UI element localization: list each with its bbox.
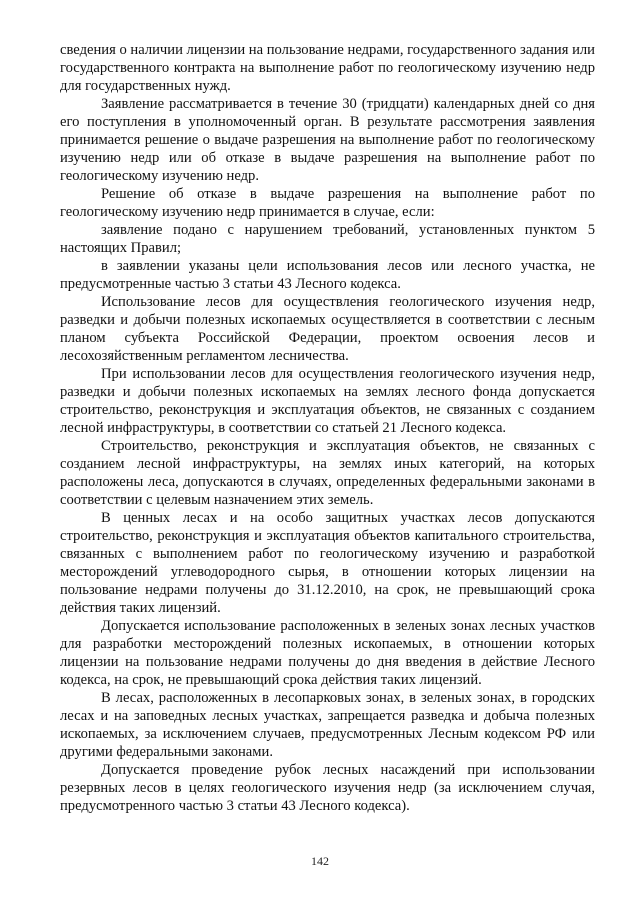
paragraph-refusal-conditions: Решение об отказе в выдаче разрешения на выполнение работ по геологическому изучению недр принимается в случае, если: <box>60 186 595 220</box>
paragraph-license-info: сведения о наличии лицензии на пользование недрами, государственного задания или государственного контракта на выполнение работ по геологическому изучению недр для государственных нужд. <box>60 42 595 94</box>
paragraph-green-zones: Допускается использование расположенных в зеленых зонах лесных участков для разработки месторождений полезных ископаемых, в отношении которых лицензии на пользование недрами получены до дня введения в действие Лесного кодекса, на срок, не превышающий срока действия таких лицензий. <box>60 618 595 688</box>
paragraph-forest-use-plan: Использование лесов для осуществления геологического изучения недр, разведки и добычи полезных ископаемых осуществляется в соответствии с лесным планом субъекта Российской Федерации, проектом освоения лесов и лесохозяйственным регламентом лесничества. <box>60 294 595 364</box>
page-number: 142 <box>311 854 329 868</box>
paragraph-reserve-forests: Допускается проведение рубок лесных насаждений при использовании резервных лесов в целях геологического изучения недр (за исключением случая, предусмотренного частью 3 статьи 43 Лесного кодекса). <box>60 762 595 814</box>
paragraph-forest-fund-construction: При использовании лесов для осуществления геологического изучения недр, разведки и добычи полезных ископаемых на землях лесного фонда допускается строительство, реконструкция и эксплуатация объектов, не связанных с созданием лесной инфраструктуры, в соответствии со статьей 21 Лесного кодекса. <box>60 366 595 436</box>
paragraph-refusal-reason-2: в заявлении указаны цели использования лесов или лесного участка, не предусмотренные частью 3 статьи 43 Лесного кодекса. <box>60 258 595 292</box>
paragraph-refusal-reason-1: заявление подано с нарушением требований, установленных пунктом 5 настоящих Правил; <box>60 222 595 256</box>
paragraph-review-period: Заявление рассматривается в течение 30 (тридцати) календарных дней со дня его поступления в уполномоченный орган. В результате рассмотрения заявления принимается решение о выдаче разрешения на выполнение работ по геологическому изучению недр или об отказе в выдаче разрешения на выполнение работ по геологическому изучению недр. <box>60 96 595 184</box>
document-body <box>60 41 595 815</box>
paragraph-prohibited-areas: В лесах, расположенных в лесопарковых зонах, в зеленых зонах, в городских лесах и на заповедных лесных участках, запрещается разведка и добыча полезных ископаемых, за исключением случаев, предусмотренных Лесным кодексом РФ или другими федеральными законами. <box>60 690 595 760</box>
paragraph-valuable-forests: В ценных лесах и на особо защитных участках лесов допускаются строительство, реконструкция и эксплуатация объектов капитального строительства, связанных с выполнением работ по геологическому изучению и разработкой месторождений углеводородного сырья, в отношении которых лицензии на пользование недрами получены до 31.12.2010, на срок, не превышающий срока действия таких лицензий. <box>60 510 595 616</box>
paragraph-other-lands-construction: Строительство, реконструкция и эксплуатация объектов, не связанных с созданием лесной инфраструктуры, на землях иных категорий, на которых расположены леса, допускаются в случаях, определенных федеральными законами в соответствии с целевым назначением этих земель. <box>60 438 595 508</box>
